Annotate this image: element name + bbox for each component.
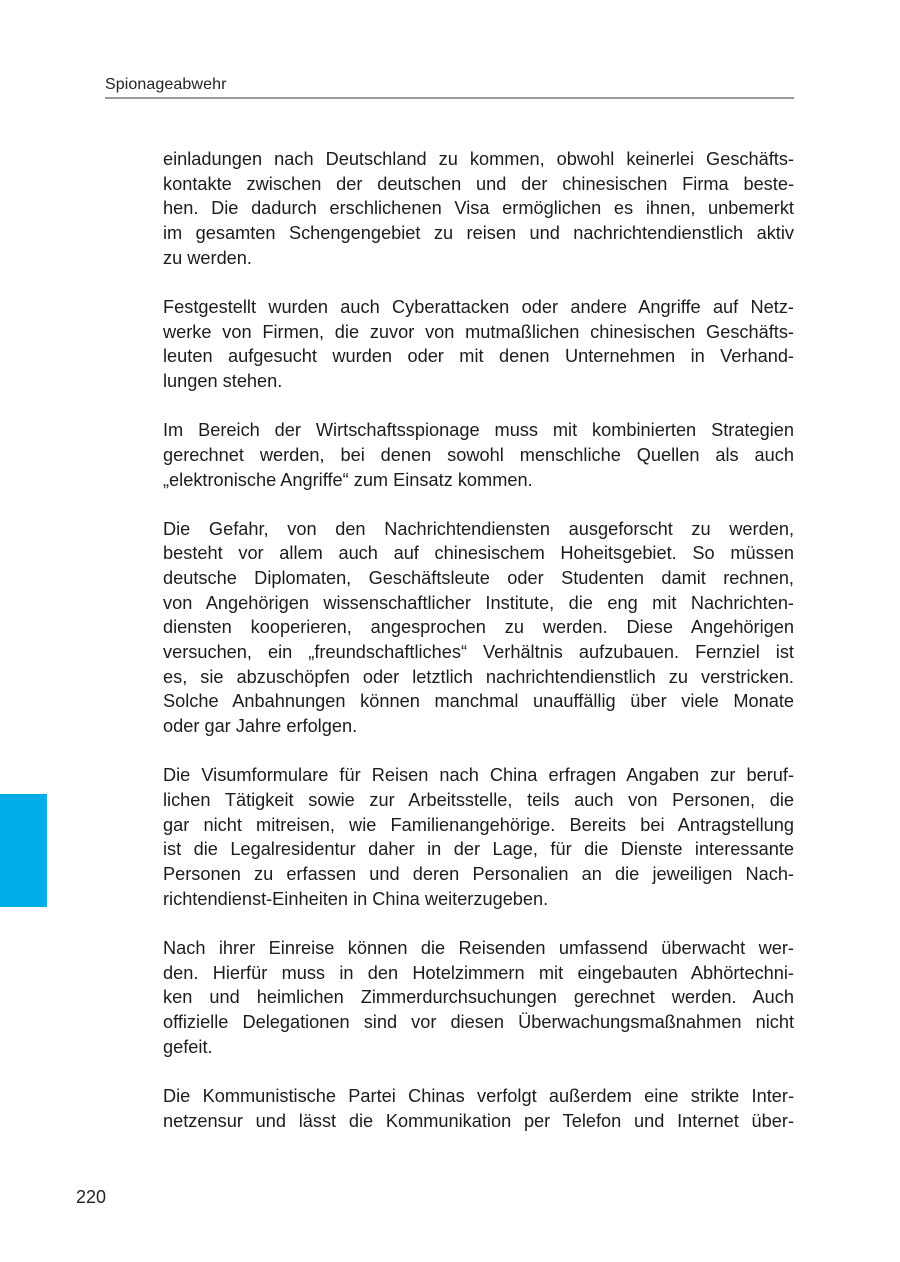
text-line: Im Bereich der Wirtschaftsspionage muss mit kombinierten Strategien [163,420,794,441]
text-line: leuten aufgesucht wurden oder mit denen Unternehmen in Verhand- [163,346,794,367]
paragraph-3 [163,418,794,492]
text-line: netzensur und lässt die Kommunikation per Telefon und Internet über- [163,1110,794,1131]
text-line: Die Kommunistische Partei Chinas verfolgt außerdem eine strikte Inter- [163,1085,794,1106]
text-line: offizielle Delegationen sind vor diesen Überwachungsmaßnahmen nicht [163,1011,794,1032]
text-line: diensten kooperieren, angesprochen zu werden. Diese Angehörigen [163,617,794,638]
text-line: richtendienst-Einheiten in China weiterzugeben. [163,888,549,909]
text-line: ist die Legalresidentur daher in der Lage, für die Dienste interessante [163,839,794,860]
header-rule [105,97,794,99]
text-line: lichen Tätigkeit sowie zur Arbeitsstelle, teils auch von Personen, die [163,790,794,810]
paragraph-6 [163,936,794,1059]
text-line: einladungen nach Deutschland zu kommen, obwohl keinerlei Geschäfts- [163,149,794,169]
text-line: Die Visumformulare für Reisen nach China erfragen Angaben zur beruf- [163,765,794,786]
body-text [163,147,794,1158]
text-line: versuchen, ein „freundschaftliches“ Verhältnis aufzubauen. Fernziel ist [163,642,794,663]
text-line: werke von Firmen, die zuvor von mutmaßlichen chinesischen Geschäfts- [163,321,794,342]
text-line: zu werden. [163,247,252,268]
text-line: gar nicht mitreisen, wie Familienangehörige. Bereits bei Antragstellung [163,814,794,835]
text-line: hen. Die dadurch erschlichenen Visa ermöglichen es ihnen, unbemerkt [163,198,794,219]
text-line: gefeit. [163,1036,213,1057]
paragraph-7 [163,1084,794,1133]
text-line: es, sie abzuschöpfen oder letztlich nachrichtendienstlich zu verstricken. [163,666,794,687]
paragraph-4 [163,517,794,739]
paragraph-2 [163,295,794,394]
text-line: gerechnet werden, bei denen sowohl menschliche Quellen als auch [163,444,794,465]
text-line: „elektronische Angriffe“ zum Einsatz kommen. [163,469,533,490]
text-line: im gesamten Schengengebiet zu reisen und nachrichtendienstlich aktiv [163,222,794,243]
paragraph-5 [163,763,794,911]
text-line: von Angehörigen wissenschaftlicher Institute, die eng mit Nachrichten- [163,592,794,613]
text-line: kontakte zwischen der deutschen und der chinesischen Firma beste- [163,173,794,194]
text-line: deutsche Diplomaten, Geschäftsleute oder Studenten damit rechnen, [163,568,794,589]
text-line: Nach ihrer Einreise können die Reisenden umfassend überwacht wer- [163,937,794,958]
running-head: Spionageabwehr [105,76,227,93]
text-line: lungen stehen. [163,370,283,391]
text-line: Personen zu erfassen und deren Personalien an die jeweiligen Nach- [163,863,794,884]
text-line: ken und heimlichen Zimmerdurchsuchungen gerechnet werden. Auch [163,987,794,1008]
text-line: oder gar Jahre erfolgen. [163,716,358,737]
text-line: besteht vor allem auch auf chinesischem Hoheitsgebiet. So müssen [163,543,794,564]
page-number: 220 [76,1187,107,1207]
text-line: den. Hierfür muss in den Hotelzimmern mit eingebauten Abhörtechni- [163,962,794,983]
paragraph-1 [163,147,794,270]
chapter-thumb-tab [0,794,47,907]
text-line: Solche Anbahnungen können manchmal unauffällig über viele Monate [163,691,794,712]
text-line: Die Gefahr, von den Nachrichtendiensten ausgeforscht zu werden, [163,518,794,539]
text-line: Festgestellt wurden auch Cyberattacken oder andere Angriffe auf Netz- [163,296,794,317]
